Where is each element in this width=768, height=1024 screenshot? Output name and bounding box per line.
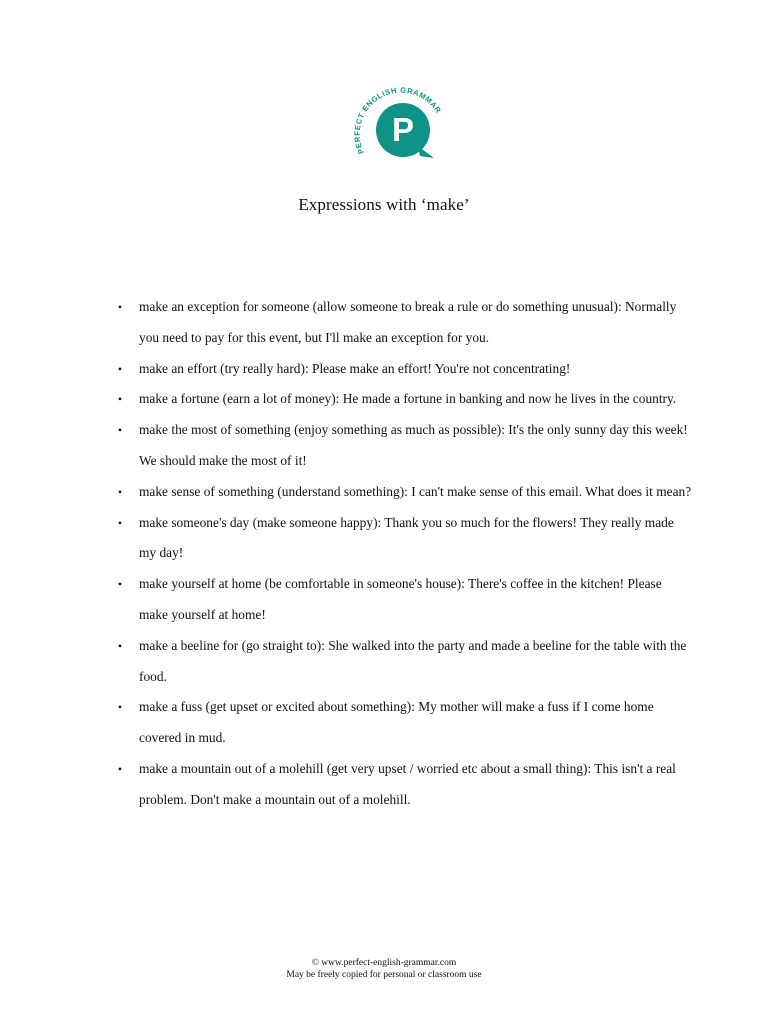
list-item-text: make an effort (try really hard): Please make an effort! You're not concentrating!: [139, 360, 571, 376]
list-item: [113, 692, 693, 754]
list-item-text: make sense of something (understand something): I can't make sense of this email. What does it mean?: [139, 483, 692, 499]
list-item-text: make a mountain out of a molehill (get very upset / worried etc about a small thing): This isn't a real problem. Don't make a mountain out of a molehill.: [139, 760, 676, 807]
page-footer: [0, 957, 768, 981]
list-item: [113, 292, 693, 354]
bullet: •: [117, 638, 123, 653]
list-item: [113, 631, 693, 693]
bullet: •: [117, 484, 123, 499]
usage-note: May be freely copied for personal or classroom use: [286, 970, 482, 980]
logo-icon: [352, 84, 444, 166]
logo-letter: P: [391, 111, 415, 148]
list-item-text: make yourself at home (be comfortable in someone's house): There's coffee in the kitchen! Please make yourself at home!: [139, 576, 662, 622]
bullet: •: [117, 700, 123, 715]
bullet: •: [117, 515, 123, 530]
list-item-text: make a beeline for (go straight to): She walked into the party and made a beeline for the table with the food.: [139, 637, 687, 684]
bullet: •: [117, 423, 123, 438]
list-item: [113, 384, 693, 415]
page-title: Expressions with ‘make’: [298, 195, 470, 214]
list-item-text: make a fuss (get upset or excited about something): My mother will make a fuss if I come home covered in mud.: [139, 699, 654, 746]
bullet: •: [117, 300, 123, 314]
list-item-text: make someone's day (make someone happy): Thank you so much for the flowers! They really made my day!: [139, 514, 674, 561]
list-item-text: make an exception for someone (allow someone to break a rule or do something unusual): Normally you need to pay for this event, but I'll make an exception for you.: [139, 299, 677, 345]
list-item-text: make the most of something (enjoy something as much as possible): It's the only sunny day this week! We should make the most of it!: [139, 422, 688, 468]
copyright-line: © www.perfect-english-grammar.com: [311, 958, 457, 968]
list-item: [113, 754, 693, 816]
bullet: •: [117, 761, 123, 776]
list-item: [113, 508, 693, 570]
logo-arc-text: PERFECT ENGLISH GRAMMAR: [352, 85, 444, 156]
expression-list: [113, 292, 693, 816]
bullet: •: [117, 361, 123, 376]
list-item: [113, 477, 693, 508]
list-item: [113, 415, 693, 477]
list-item-text: make a fortune (earn a lot of money): He made a fortune in banking and now he lives in the country.: [139, 391, 677, 407]
bullet: •: [117, 392, 123, 407]
list-item: [113, 569, 693, 631]
list-item: [113, 354, 693, 385]
bullet: •: [117, 577, 123, 592]
perfect-english-grammar-logo: [352, 84, 444, 166]
